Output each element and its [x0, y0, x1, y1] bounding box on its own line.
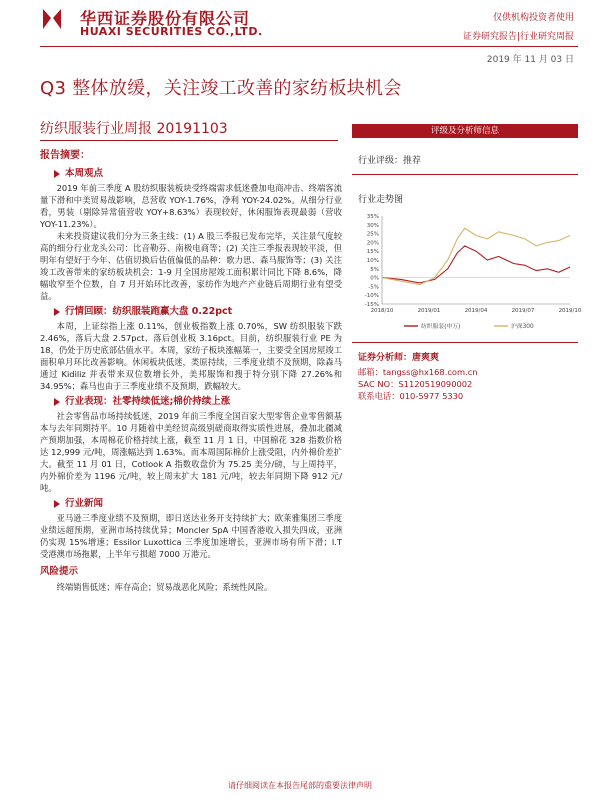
- series-line: [382, 228, 570, 284]
- x-tick-label: 2019/04: [464, 308, 488, 314]
- industry-rating: 行业评级：推荐: [358, 156, 422, 166]
- report-category: 证券研究报告|行业研究周报: [462, 32, 574, 42]
- risk-heading: 风险提示: [40, 566, 79, 577]
- y-tick-label: 25%: [366, 231, 379, 238]
- paragraph: 社会零售品市场持续低迷，2019 年前三季度全国百家大型零售企业零售额基本与去年同期持平。10 月随着中美经贸高级别磋商取得实质性进展，叠加北疆减产预期加强，本周棉花价格持续上涨，截至 11 月 1 日，中国棉花 328 指数价格达 12,999 元/吨，周涨幅达到 1.63%。而本周国际棉价上涨受阻，内外棉价差扩大。截至 11 月 01 日，Cotlook A 指数收盘价为 75.25 美分/磅，与上周持平，内外棉价差为 1196 元/吨，较上周末扩大 181 元/吨，较去年同期下降 912 元/吨。: [40, 411, 342, 493]
- report-date: 2019 年 11 月 03 日: [486, 55, 574, 65]
- company-name-cn: 华西证券股份有限公司: [80, 9, 251, 28]
- y-tick-label: 5%: [370, 266, 379, 273]
- audience-note: 仅供机构投资者使用: [492, 13, 574, 23]
- legend-label: 纺织服装(申万): [421, 324, 461, 330]
- subtitle-divider: [40, 140, 338, 141]
- section-heading: 本周观点: [54, 168, 342, 180]
- y-tick-label: -10%: [364, 293, 379, 300]
- trend-chart-label: 行业走势图: [358, 195, 404, 205]
- report-body: [40, 150, 342, 593]
- x-tick-label: 2019/10: [558, 308, 582, 314]
- paragraph: 本周，上证综指上涨 0.11%，创业板指数上涨 0.70%，SW 纺织服装下跌 2.46%，落后大盘 2.57pct、落后创业板 3.16pct。目前，纺织服装行业 PE 为 18，仍处于历史底部估值水平。本周，家纺子板块涨幅第一，主要受全国房屋竣工面积单月环比改善影响。休闲板块低迷，类原持续，三季度业绩不及预期，除森马通过 Kidiliz 并表带来双位数增长外，美邦服饰和搜于特分别下降 27.26%和 34.95%；森马也由于三季度业绩不及预期，跌幅较大。: [40, 321, 342, 391]
- risk-text: 终端销售低迷；库存高企；贸易战恶化风险；系统性风险。: [56, 582, 273, 592]
- paragraph: 2019 年前三季度 A 股纺织服装板块受终端需求低迷叠加电商冲击、终端客流量下滑和中美贸易战影响，总营收 YOY-1.76%，净利 YOY-24.02%。从细分行业看，男装（剔除异常值营收 YOY+8.63%）表现较好，休闲服饰表现最弱（营收 YOY-11.23%）。: [40, 183, 342, 229]
- y-tick-label: 0%: [370, 275, 379, 282]
- x-tick-label: 2018/10: [370, 308, 394, 314]
- y-tick-label: 30%: [366, 222, 379, 229]
- analyst-phone: 联系电话：010-5977 5330: [358, 391, 464, 401]
- section-heading: 行业新闻: [54, 498, 342, 510]
- industry-trend-chart: [352, 208, 582, 336]
- sidebar-divider: [352, 342, 578, 343]
- triangle-bullet-icon: [54, 170, 60, 178]
- summary-label: 报告摘要：: [40, 150, 90, 161]
- legend-label: 沪深300: [511, 324, 534, 330]
- y-tick-label: 35%: [366, 214, 379, 220]
- triangle-bullet-icon: [54, 500, 60, 508]
- analyst-name: 证券分析师：唐爽爽: [358, 353, 440, 363]
- x-tick-label: 2019/01: [417, 308, 441, 314]
- triangle-bullet-icon: [54, 398, 60, 406]
- y-tick-label: -15%: [364, 302, 379, 308]
- y-tick-label: 20%: [366, 240, 379, 247]
- sidebar-divider: [352, 174, 578, 175]
- analyst-panel-title: 评级及分析师信息: [352, 124, 578, 138]
- legal-footer: 请仔细阅读在本报告尾部的重要法律声明: [228, 781, 372, 790]
- report-title: Q3 整体放缓，关注竣工改善的家纺板块机会: [40, 78, 402, 99]
- paragraph: 亚马逊三季度业绩不及预期，即日送达业务开支持续扩大；欧莱雅集团三季度业绩远超预期，亚洲市场持续优异；Moncler SpA 中国香港收入损失四成，亚洲仍实现 15%增速；Essilor Luxottica 三季度加速增长，亚洲市场有所下滑；I.T 受港澳市场拖累，上半年亏损超 7000 万港元。: [40, 513, 342, 559]
- huaxi-logo-icon: [40, 6, 64, 32]
- section-heading: 行业表现：社零持续低迷;棉价持续上涨: [54, 396, 342, 408]
- triangle-bullet-icon: [54, 308, 60, 316]
- report-subtitle: 纺织服装行业周报 20191103: [40, 121, 228, 137]
- x-tick-label: 2019/07: [511, 308, 535, 314]
- y-tick-label: 10%: [366, 258, 379, 264]
- section-heading: 行情回顾：纺织服装跑赢大盘 0.22pct: [54, 306, 342, 318]
- y-tick-label: -5%: [368, 284, 379, 291]
- header-divider: [40, 46, 578, 47]
- y-tick-label: 15%: [366, 249, 379, 256]
- company-name-en: HUAXI SECURITIES CO.,LTD.: [80, 25, 263, 38]
- analyst-email: 邮箱：tangss@hx168.com.cn: [358, 367, 478, 377]
- paragraph: 未来投资建议我们分为三条主线：(1) A 股三季报已发布完毕，关注景气度较高的细分行业龙头公司：比音勒芬、南极电商等；(2) 关注三季报表现较平淡，但明年有望好于今年、估值切换后估值偏低的品种：歌力思、森马服饰等；(3) 关注竣工改善带来的家纺板块机会：1-9 月全国房屋竣工面积累计同比下降 8.6%，降幅收窄至个位数，自 7 月开始环比改善，家纺作为地产产业链后周期行业有望受益。: [40, 231, 342, 301]
- analyst-sac: SAC NO：S1120519090002: [358, 379, 473, 389]
